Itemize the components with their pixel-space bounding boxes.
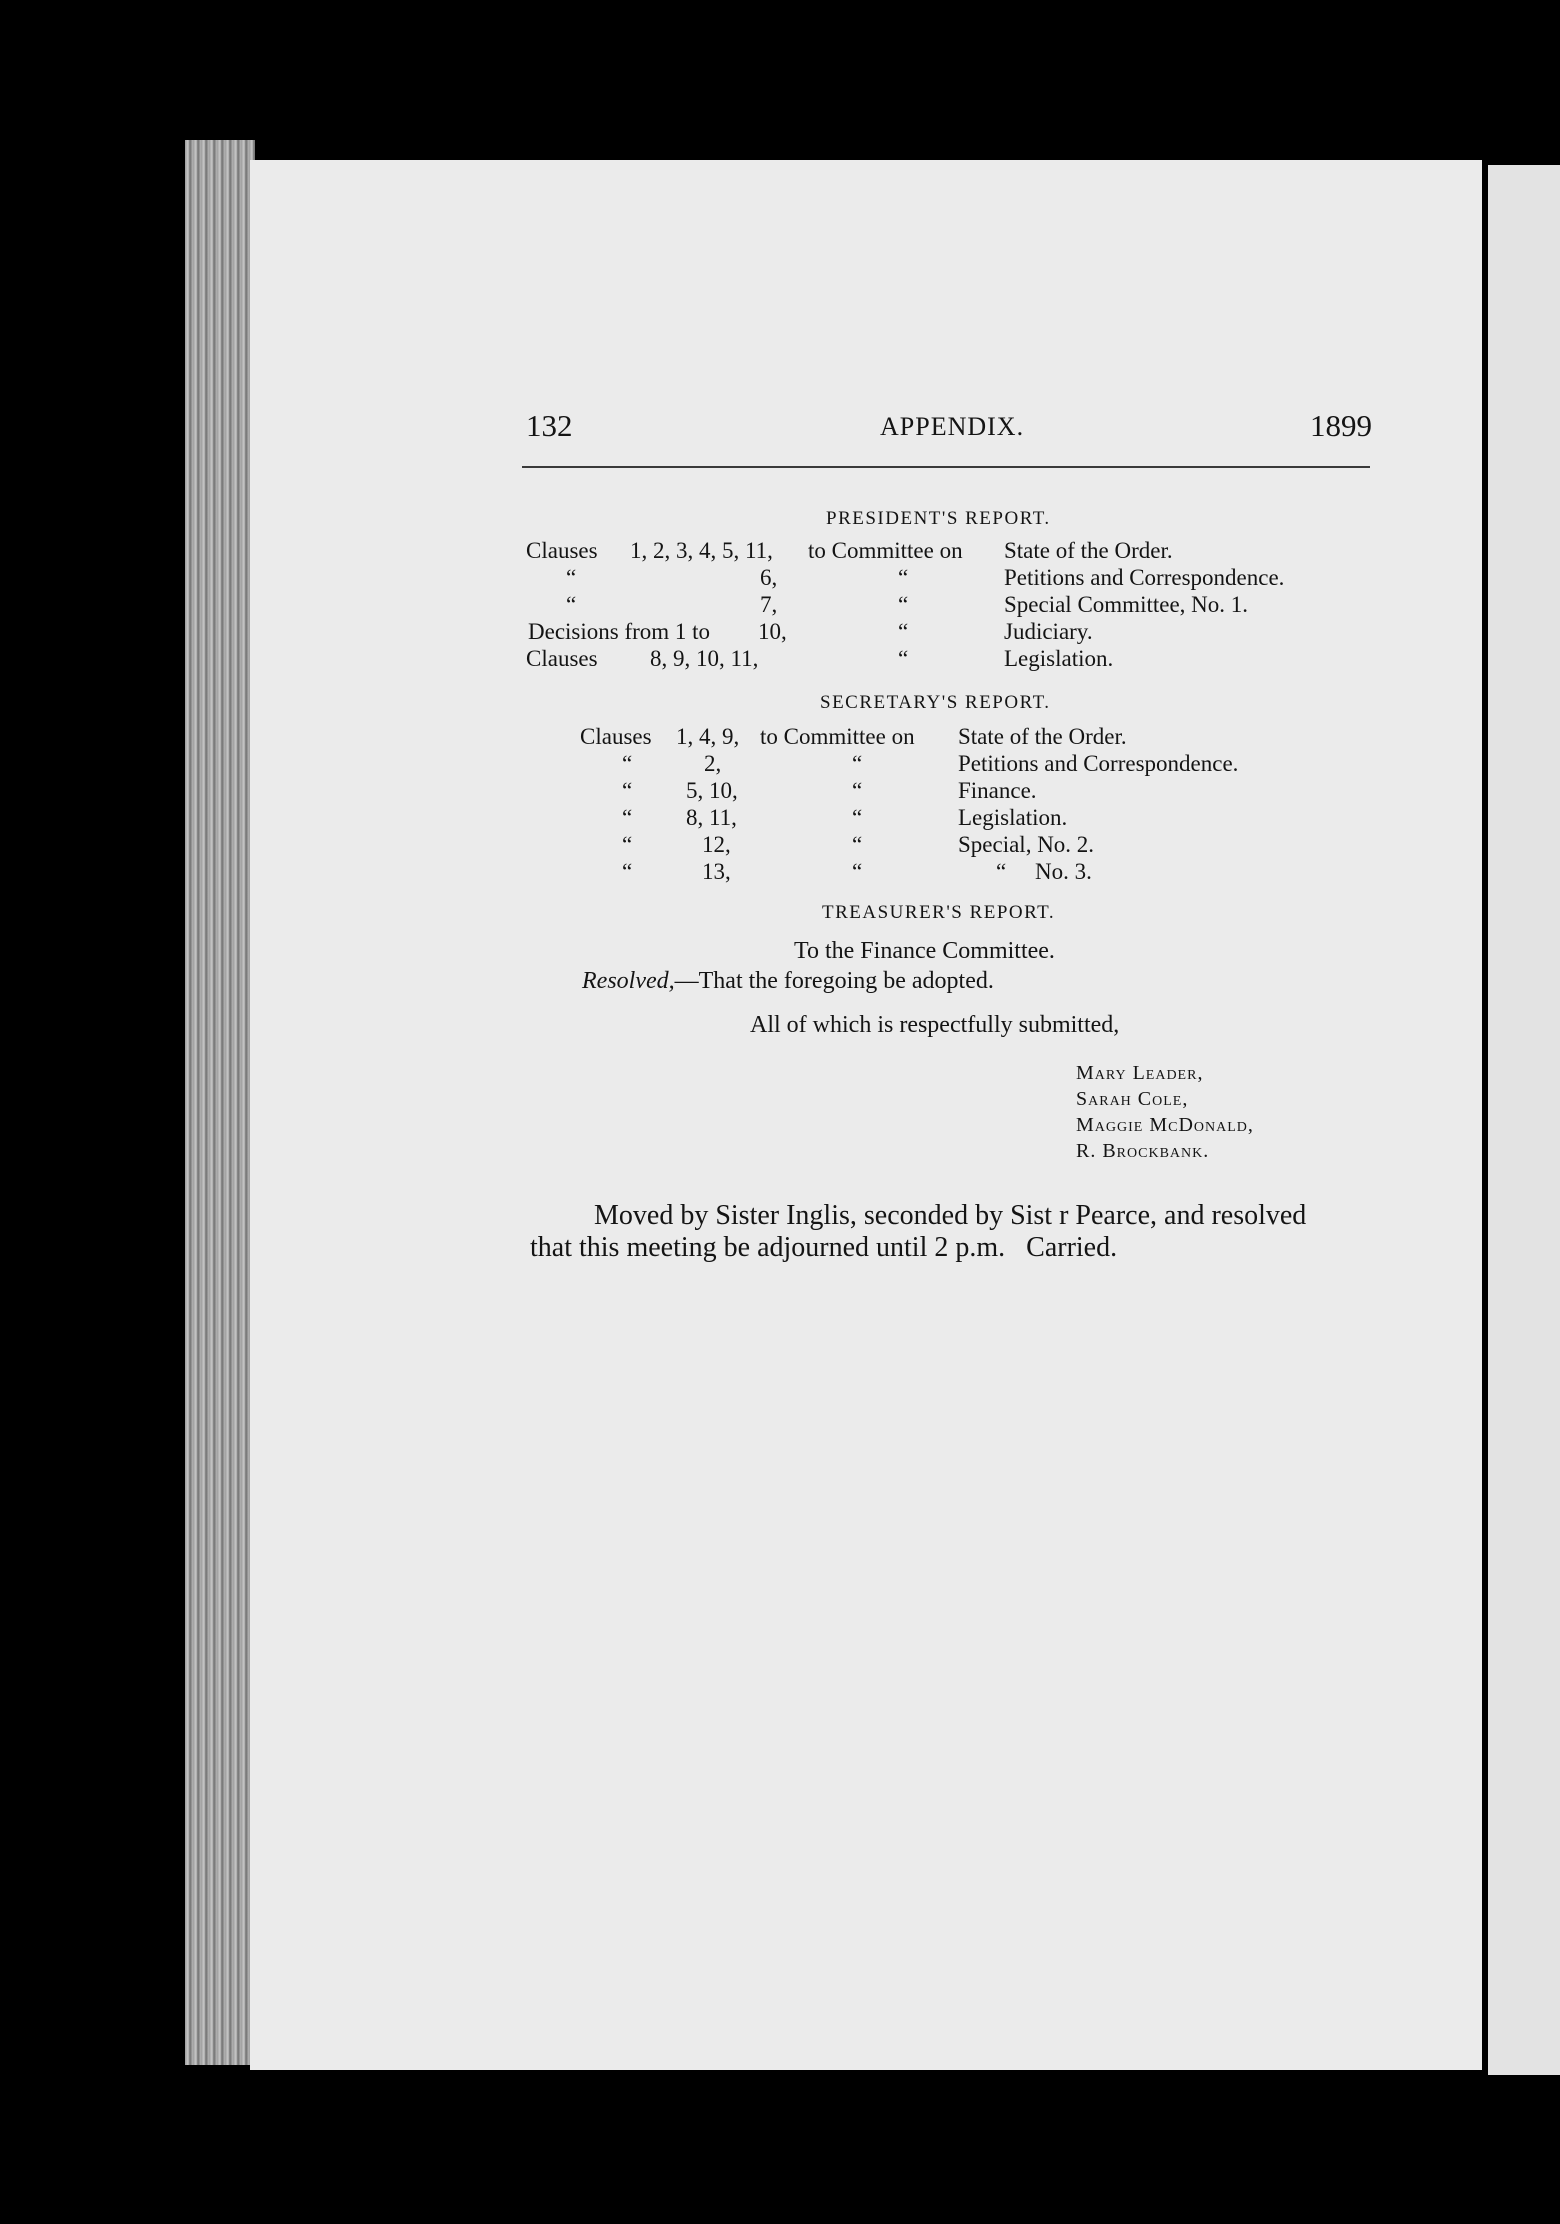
row-committee: State of the Order.: [958, 724, 1127, 749]
row-to: “: [852, 859, 863, 884]
row-clauses: 1, 2, 3, 4, 5, 11,: [630, 538, 773, 563]
row-to: “: [852, 778, 863, 803]
row-label: Decisions from 1 to: [528, 619, 711, 644]
row-clauses: 8, 11,: [686, 805, 737, 830]
page-number: 132: [526, 408, 573, 443]
row-label: “: [622, 751, 633, 776]
row-to: “: [852, 832, 863, 857]
row-to: “: [898, 592, 909, 617]
row-label: “: [622, 778, 633, 803]
secretarys-row-4: [0, 805, 1560, 835]
presidents-row-5: [0, 646, 1560, 676]
row-committee: Petitions and Correspondence.: [1004, 565, 1285, 590]
row-label: “: [566, 592, 577, 617]
signatory-2: Sarah Cole,: [1076, 1088, 1189, 1110]
running-title: APPENDIX.: [880, 412, 1025, 441]
secretarys-row-2: [0, 751, 1560, 781]
row-label: “: [622, 859, 633, 884]
presidents-row-3: [0, 592, 1560, 622]
resolution-lead: Resolved,: [582, 968, 675, 994]
row-clauses: 12,: [702, 832, 731, 857]
row-to: “: [898, 619, 909, 644]
row-to: “: [898, 646, 909, 671]
row-clauses: 10,: [758, 619, 787, 644]
secretarys-report-heading: SECRETARY'S REPORT.: [820, 692, 1051, 713]
motion-line-1: Moved by Sister Inglis, seconded by Sist r Pearce, and resolved: [594, 1200, 1307, 1231]
row-to: “: [852, 805, 863, 830]
row-committee: Petitions and Correspondence.: [958, 751, 1239, 776]
secretarys-row-1: [0, 724, 1560, 754]
signatory-1: Mary Leader,: [1076, 1062, 1204, 1084]
row-label: “: [622, 832, 633, 857]
row-to: “: [898, 565, 909, 590]
header-rule: [522, 466, 1370, 468]
submission-line: All of which is respectfully submitted,: [750, 1012, 1120, 1038]
presidents-row-1: [0, 538, 1560, 568]
row-to: “: [852, 751, 863, 776]
secretarys-row-3: [0, 778, 1560, 808]
row-clauses: 8, 9, 10, 11,: [650, 646, 759, 671]
secretarys-row-6: [0, 859, 1560, 889]
presidents-report-heading: PRESIDENT'S REPORT.: [826, 508, 1051, 529]
row-committee: Special Committee, No. 1.: [1004, 592, 1249, 617]
row-committee: Legislation.: [958, 805, 1068, 830]
presidents-row-4: [0, 619, 1560, 649]
book-page: [250, 160, 1482, 2070]
row-committee: Finance.: [958, 778, 1037, 803]
row-clauses: 6,: [760, 565, 778, 590]
page-year: 1899: [1310, 408, 1372, 443]
presidents-row-2: [0, 565, 1560, 595]
row-label: “: [622, 805, 633, 830]
signatory-4: R. Brockbank.: [1076, 1140, 1210, 1162]
row-clauses: 13,: [702, 859, 731, 884]
secretarys-row-5: [0, 832, 1560, 862]
row-label: Clauses: [526, 646, 598, 671]
row-to: to Committee on: [760, 724, 915, 749]
motion-line-2: that this meeting be adjourned until 2 p.m. Carried.: [530, 1232, 1118, 1263]
row-committee: Legislation.: [1004, 646, 1114, 671]
resolution-text: —That the foregoing be adopted.: [674, 968, 994, 994]
row-committee: “ No. 3.: [996, 859, 1092, 884]
facing-page-edge: [1488, 165, 1560, 2075]
treasurers-report-line: To the Finance Committee.: [794, 938, 1055, 964]
row-clauses: 7,: [760, 592, 778, 617]
row-committee: Special, No. 2.: [958, 832, 1095, 857]
row-clauses: 2,: [704, 751, 722, 776]
book-page-edges: [185, 140, 255, 2065]
row-clauses: 5, 10,: [686, 778, 738, 803]
row-label: Clauses: [580, 724, 652, 749]
row-label: Clauses: [526, 538, 598, 563]
signatory-3: Maggie McDonald,: [1076, 1114, 1254, 1136]
resolution: [582, 968, 994, 995]
row-clauses: 1, 4, 9,: [676, 724, 740, 749]
row-committee: Judiciary.: [1004, 619, 1093, 644]
row-label: “: [566, 565, 577, 590]
row-committee: State of the Order.: [1004, 538, 1173, 563]
row-to: to Committee on: [808, 538, 963, 563]
treasurers-report-heading: TREASURER'S REPORT.: [822, 902, 1056, 923]
